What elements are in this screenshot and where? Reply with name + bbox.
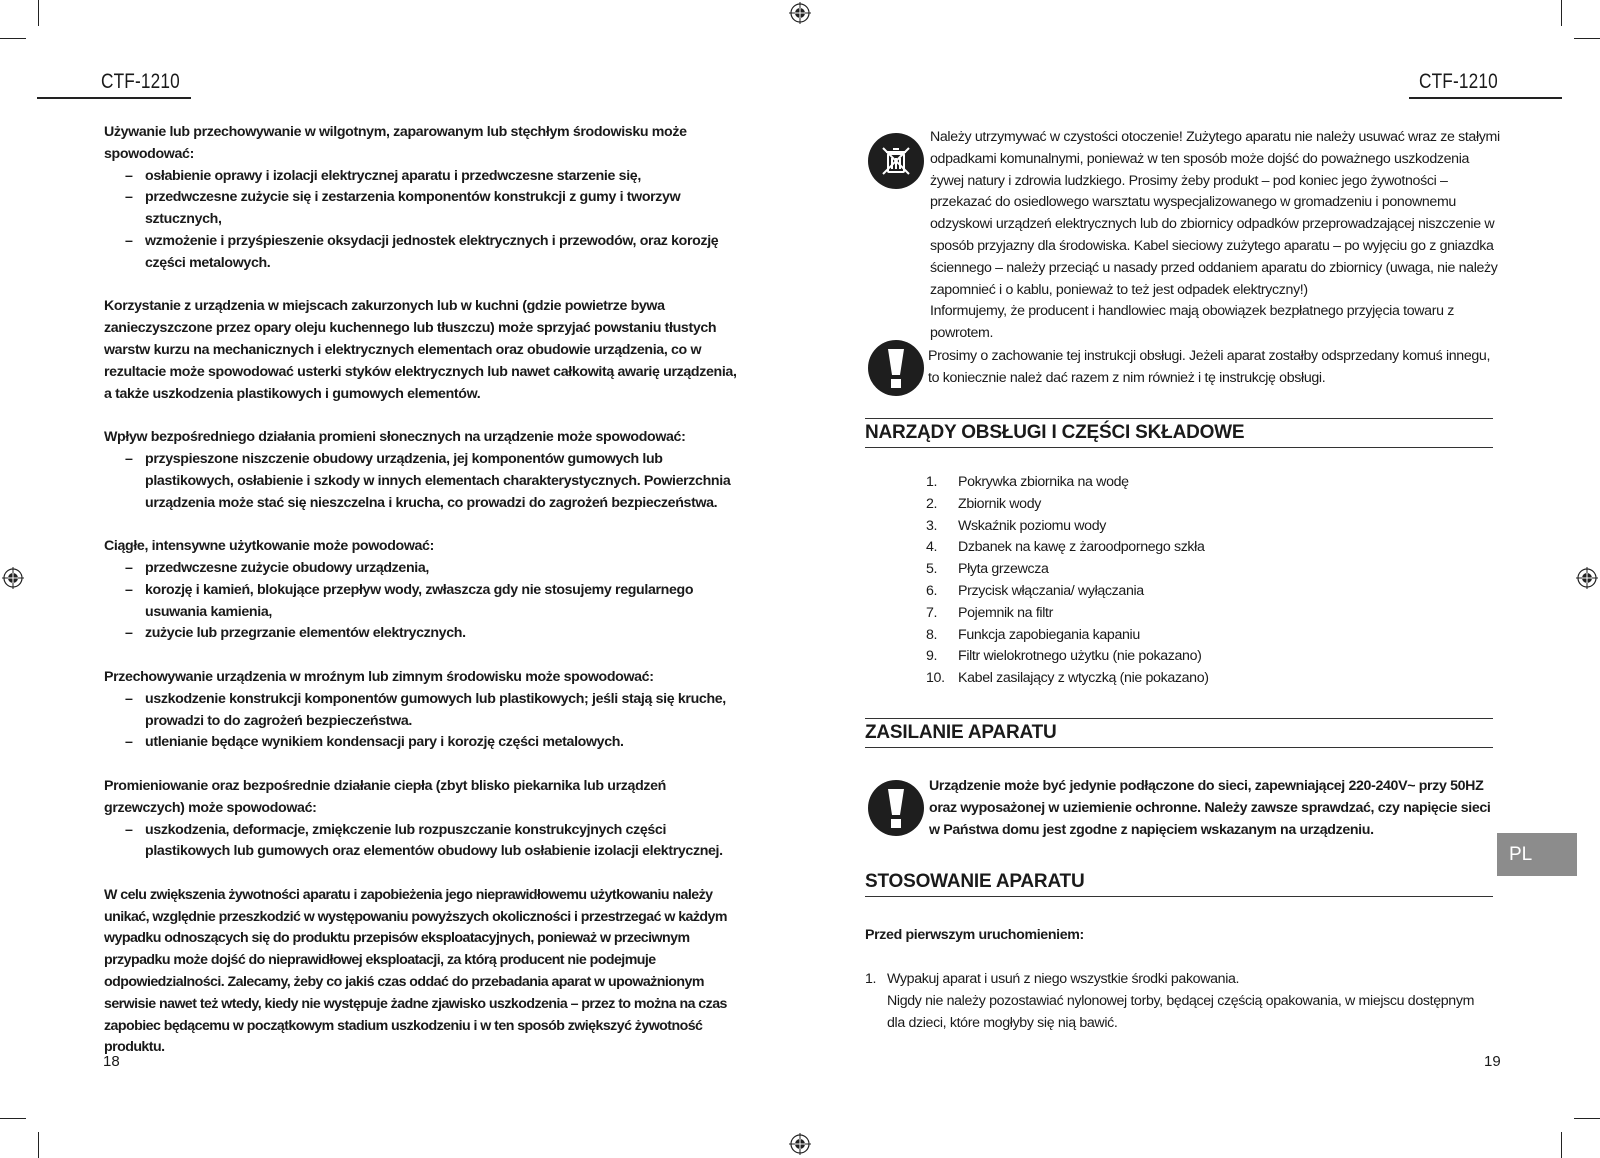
warning-block-humidity — [104, 122, 744, 275]
recycle-notice — [930, 127, 1500, 345]
parts-list — [926, 472, 1209, 690]
list-item: 2. Zbiornik wody — [926, 495, 1041, 512]
step-text-2: Nigdy nie należy pozostawiać nylonowej torby, będącej częścią opakowania, w miejscu dostępnym dla dzieci, które mogłyby się nią bawić. — [887, 992, 1475, 1031]
block-intro: W celu zwiększenia żywotności aparatu i zapobieżenia jego nieprawidłowemu użytkowaniu należy unikać, względnie przeszkodzić w występowaniu powyższych okoliczności i przestrzegać w każdym wypadku odnoszących się do produktu przepisów eksploatacyjnych, ponieważ w przeciwnym przypadku może dojść do nieprawidłowej eksploatacji, za którą producent nie podejmuje odpowiedzialności. Zalecamy, żeby co jakiś czas oddać do przebadania aparat w upoważnionym serwisie nawet też wtedy, kiedy nie występuje żadne zjawisko uszkodzenia – przez to można na czas zapobiec będącemu w początkowym stadium uszkodzeniu i w ten sposób zwiększyć żywotność produktu. — [104, 886, 727, 1056]
list-item: 3. Wskaźnik poziomu wody — [926, 517, 1106, 534]
keep-instructions-notice — [928, 346, 1493, 390]
list-item: – uszkodzenie konstrukcji komponentów gumowych lub plastikowych; jeśli stają się kruche, prowadzi to do zagrożeń bezpieczeństwa. — [104, 689, 744, 733]
list-item: 10. Kabel zasilający z wtyczką (nie pokazano) — [926, 670, 1209, 687]
list-item: 9. Filtr wielokrotnego użytku (nie pokazano) — [926, 648, 1202, 665]
block-intro: Korzystanie z urządzenia w miejscach zakurzonych lub w kuchni (gdzie powietrze bywa zanieczyszczone przez opary oleju kuchennego lub tłuszczu) może sprzyjać powstaniu tłustych warstw kurzu na mechanicznych i elektrycznych elementach oraz obudowie urządzenia, co w rezultacie może spowodować usterki styków elektrycznych lub nawet całkowitą awarię urządzenia, a także uszkodzenia plastikowych i gumowych elementów. — [104, 298, 737, 402]
warning-block-heat — [104, 776, 744, 863]
section-title: NARZĄDY OBSŁUGI I CZĘŚCI SKŁADOWE — [865, 422, 1245, 443]
list-item: 7. Pojemnik na filtr — [926, 604, 1053, 621]
list-item: – osłabienie oprawy i izolacji elektrycznej aparatu i przedwczesne starzenie się, — [104, 166, 744, 188]
header-rule — [37, 97, 191, 99]
list-item: – uszkodzenia, deformacje, zmiękczenie lub rozpuszczanie konstrukcyjnych części plastikowych lub gumowych oraz elementów obudowy lub osłabienie izolacji elektrycznej. — [104, 820, 744, 864]
power-notice-text: Urządzenie może być jedynie podłączone do sieci, zapewniającej 220-240V~ przy 50HZ oraz wyposażonej w uziemienie ochronne. Należy zawsze sprawdzać, czy napięcie sieci w Państwa domu jest zgodne z napięciem wskazanym na urządzeniu. — [929, 778, 1491, 838]
exclamation-icon — [868, 340, 924, 396]
list-item: 1. Pokrywka zbiornika na wodę — [926, 474, 1129, 490]
warning-block-lifetime — [104, 885, 744, 1059]
power-section-header — [865, 718, 1493, 748]
list-item: – utlenianie będące wynikiem kondensacji pary i korozję części metalowych. — [104, 732, 744, 754]
usage-step — [865, 969, 1495, 1034]
list-item: – korozję i kamień, blokujące przepływ wody, zwłaszcza gdy nie stosujemy regularnego usuwania kamienia, — [104, 580, 744, 624]
exclamation-icon — [868, 780, 924, 836]
list-item: 8. Funkcja zapobiegania kapaniu — [926, 626, 1140, 643]
page-number: 19 — [1484, 1053, 1501, 1070]
block-intro: Promieniowanie oraz bezpośrednie działanie ciepła (zbyt blisko piekarnika lub urządzeń grzewczych) może spowodować: — [104, 777, 666, 816]
power-notice — [929, 776, 1499, 841]
model-title: CTF-1210 — [101, 70, 180, 93]
language-tab: PL — [1497, 833, 1577, 876]
list-item: – przyspieszone niszczenie obudowy urządzenia, jej komponentów gumowych lub plastikowych, osłabienie i szkody w innych elementach charakterystycznych. Powierzchnia urządzenia może stać się nieszczelna i krucha, co prowadzi do zagrożeń bezpieczeństwa. — [104, 449, 744, 514]
block-intro: Używanie lub przechowywanie w wilgotnym, zaparowanym lub stęchłym środowisku może spowodować: — [104, 124, 687, 162]
block-intro: Wpływ bezpośredniego działania promieni słonecznych na urządzenie może spowodować: — [104, 429, 686, 446]
section-title: ZASILANIE APARATU — [865, 722, 1057, 743]
page-number: 18 — [103, 1053, 120, 1070]
list-item: 5. Płyta grzewcza — [926, 561, 1049, 578]
warning-block-cold — [104, 667, 744, 754]
model-title: CTF-1210 — [1419, 70, 1498, 93]
keep-notice-text: Prosimy o zachowanie tej instrukcji obsługi. Jeżeli aparat zostałby odsprzedany komuś innegu, to koniecznie należ dać razem z nim również i tę instrukcję obsługi. — [928, 348, 1491, 386]
parts-section-header — [865, 418, 1493, 448]
list-item: – zużycie lub przegrzanie elementów elektrycznych. — [104, 623, 744, 645]
list-item: – przedwczesne zużycie się i zestarzenia komponentów konstrukcji z gumy i tworzyw sztucznych, — [104, 187, 744, 231]
step-text: Wypakuj aparat i usuń z niego wszystkie środki pakowania. — [887, 971, 1240, 987]
section-title: STOSOWANIE APARATU — [865, 871, 1085, 892]
block-intro: Przechowywanie urządzenia w mroźnym lub zimnym środowisku może spowodować: — [104, 668, 654, 685]
usage-subtitle: Przed pierwszym uruchomieniem: — [865, 927, 1084, 943]
step-number: 1. — [865, 971, 877, 987]
recycle-notice-text: Należy utrzymywać w czystości otoczenie! Zużytego aparatu nie należy usuwać wraz ze stałymi odpadkami komunalnymi, ponieważ w ten sposób może dojść do poważnego uszkodzenia żywej natury i zdrowia ludzkiego. Prosimy żeby produkt – pod koniec jego żywotności – przekazać do osiedlowego warsztatu wyspecjalizowanego w gromadzeniu i ponownemu odzyskowi urządzeń elektrycznych lub do zbiornicy odpadków przeprowadzającej niszczenie w sposób przyjazny dla środowiska. Kabel sieciowy zużytego aparatu – po wyjęciu go z gniazdka ściennego – należy przeciąć u nasady przed oddaniem aparatu do zbiornicy (uwaga, nie należy zapomnieć i o kablu, ponieważ to też jest odpadek elektryczny!) — [930, 129, 1500, 298]
warning-block-intensive-use — [104, 536, 744, 645]
list-item: 4. Dzbanek na kawę z żaroodpornego szkła — [926, 539, 1205, 556]
left-column — [104, 122, 744, 1081]
usage-section-header — [865, 868, 1493, 897]
recycle-notice-text-2: Informujemy, że producent i handlowiec mają obowiązek bezpłatnego przyjęcia towaru z powrotem. — [930, 303, 1454, 342]
crossed-out-bin-icon — [868, 133, 924, 189]
warning-block-sunlight — [104, 427, 744, 514]
list-item: – wzmożenie i przyśpieszenie oksydacji jednostek elektrycznych i przewodów, oraz korozję części metalowych. — [104, 231, 744, 275]
list-item: – przedwczesne zużycie obudowy urządzenia, — [104, 558, 744, 580]
list-item: 6. Przycisk włączania/ wyłączania — [926, 582, 1144, 599]
header-rule — [1409, 97, 1562, 99]
warning-block-dust — [104, 296, 744, 405]
block-intro: Ciągłe, intensywne użytkowanie może powodować: — [104, 538, 434, 555]
